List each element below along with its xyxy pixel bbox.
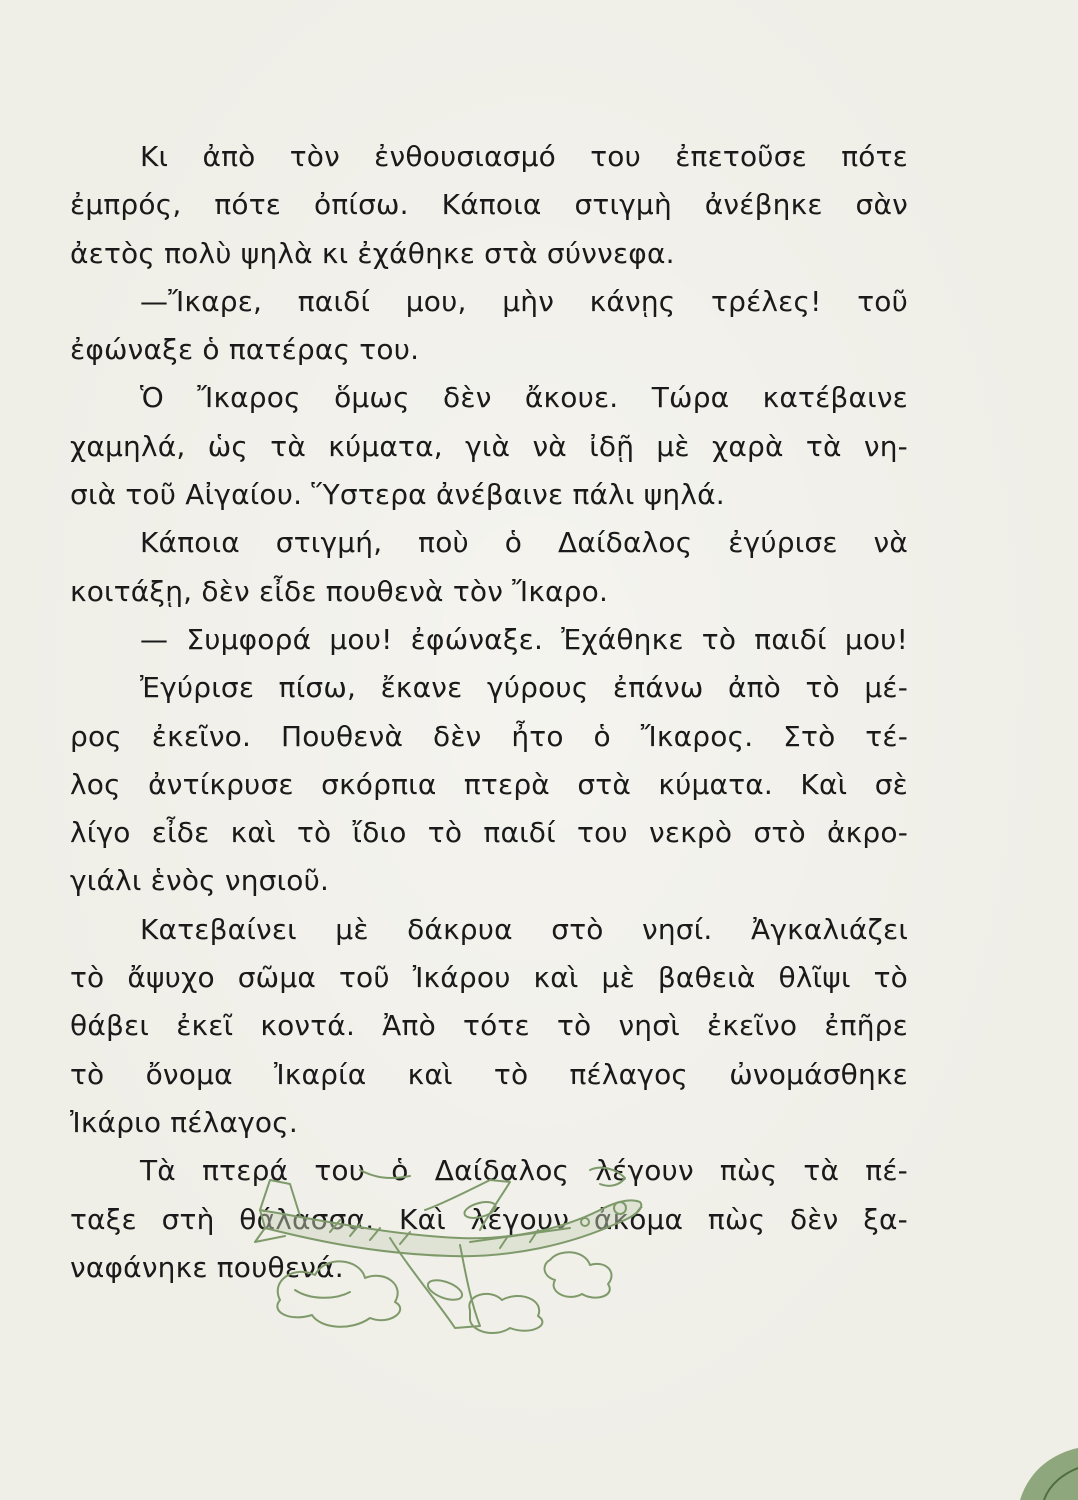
text-line: — Συμφορά μου! ἐφώναξε. Ἐχάθηκε τὸ παιδί μου!	[140, 622, 908, 656]
text-line: Τὰ πτερά του ὁ Δαίδαλος λέγουν πὼς τὰ πέ-	[140, 1154, 908, 1188]
text-line: σιὰ τοῦ Αἰγαίου. Ὕστερα ἀνέβαινε πάλι ψηλά.	[70, 478, 725, 512]
text-line: Ὁ Ἴκαρος ὅμως δὲν ἄκουε. Τώρα κατέβαινε	[140, 381, 908, 415]
text-line: —Ἴκαρε, παιδί μου, μὴν κάνῃς τρέλες! τοῦ	[140, 284, 908, 318]
text-line: ἐμπρός, πότε ὀπίσω. Κάποια στιγμὴ ἀνέβηκε σὰν	[70, 188, 908, 222]
text-line: Ἰκάριο πέλαγος.	[70, 1105, 298, 1139]
text-line: ρος ἐκεῖνο. Πουθενὰ δὲν ἦτο ὁ Ἴκαρος. Στὸ τέ-	[70, 719, 908, 753]
text-line: λος ἀντίκρυσε σκόρπια πτερὰ στὰ κύματα. Καὶ σὲ	[70, 767, 908, 801]
text-line: ἐφώναξε ὁ πατέρας του.	[70, 333, 420, 367]
text-line: ταξε στὴ θάλασσα. Καὶ λέγουν ἀκόμα πὼς δὲν ξα-	[70, 1202, 908, 1236]
text-line: θάβει ἐκεῖ κοντά. Ἀπὸ τότε τὸ νησὶ ἐκεῖνο ἐπῆρε	[70, 1009, 908, 1043]
text-line: γιάλι ἑνὸς νησιοῦ.	[70, 864, 330, 898]
text-line: ναφάνηκε πουθενά.	[70, 1250, 344, 1284]
text-line: ἀετὸς πολὺ ψηλὰ κι ἐχάθηκε στὰ σύννεφα.	[70, 236, 675, 270]
text-line: Ἐγύρισε πίσω, ἔκανε γύρους ἐπάνω ἀπὸ τὸ μέ-	[140, 671, 908, 705]
text-line: κοιτάξῃ, δὲν εἶδε πουθενὰ τὸν Ἴκαρο.	[70, 574, 609, 608]
text-line: Κι ἀπὸ τὸν ἐνθουσιασμό του ἐπετοῦσε πότε	[140, 140, 908, 173]
story-text	[70, 133, 908, 1292]
text-line: Κάποια στιγμή, ποὺ ὁ Δαίδαλος ἐγύρισε νὰ	[140, 526, 908, 560]
leaf-decoration	[1000, 1438, 1078, 1500]
text-line: χαμηλά, ὡς τὰ κύματα, γιὰ νὰ ἰδῇ μὲ χαρὰ τὰ νη-	[70, 429, 908, 463]
text-line: Κατεβαίνει μὲ δάκρυα στὸ νησί. Ἀγκαλιάζει	[140, 912, 908, 946]
airplane-illustration	[240, 1150, 680, 1340]
text-line: τὸ ἄψυχο σῶμα τοῦ Ἰκάρου καὶ μὲ βαθειὰ θλῖψι τὸ	[70, 961, 908, 995]
text-line: λίγο εἶδε καὶ τὸ ἴδιο τὸ παιδί του νεκρὸ στὸ ἀκρο-	[70, 816, 908, 850]
text-line: τὸ ὄνομα Ἰκαρία καὶ τὸ πέλαγος ὠνομάσθηκε	[70, 1057, 908, 1091]
